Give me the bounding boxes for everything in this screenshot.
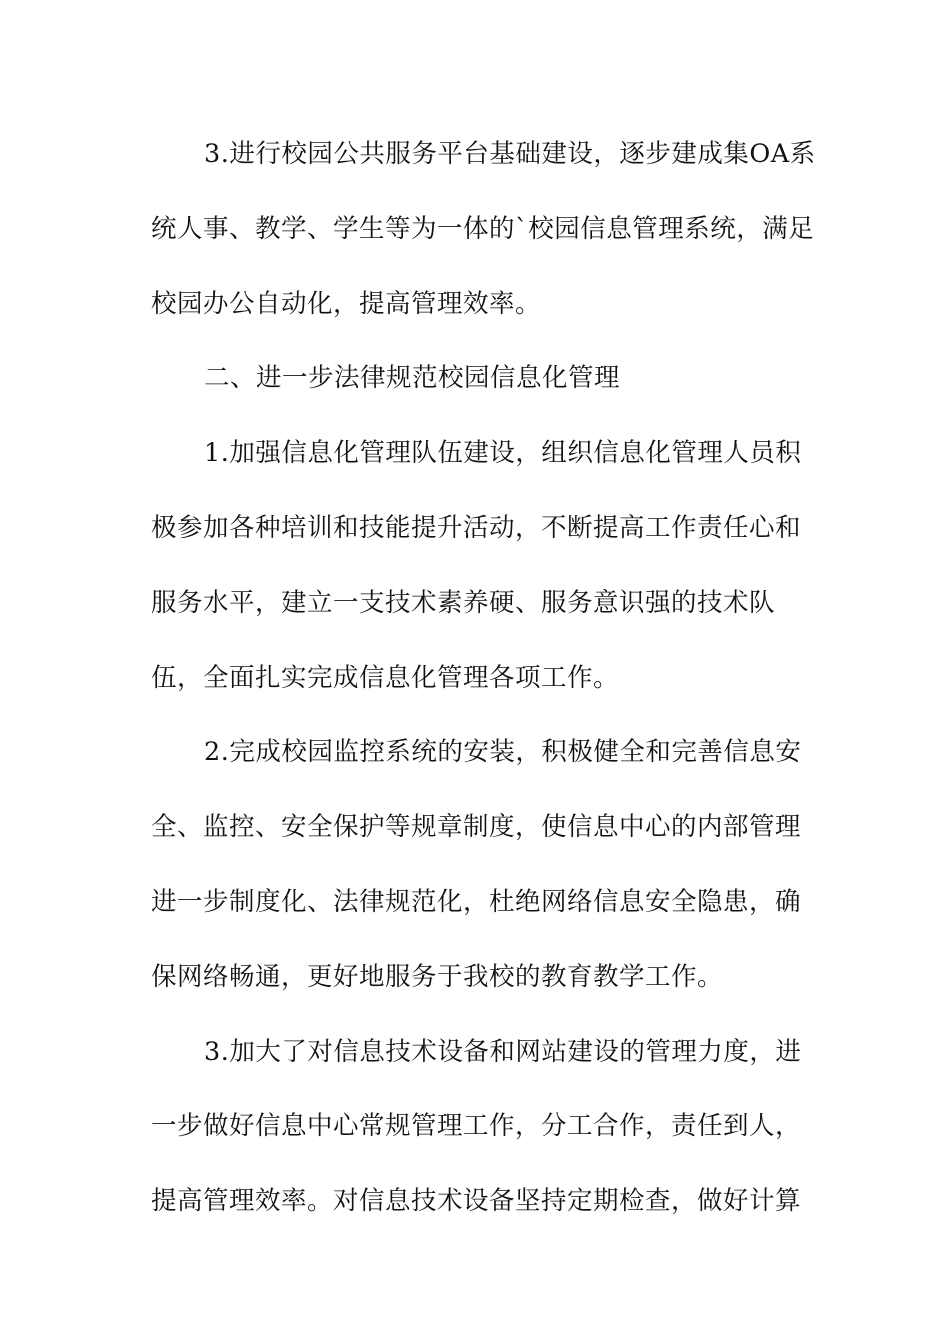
paragraph-3-line-1: 3.进行校园公共服务平台基础建设，逐步建成集OA系 — [204, 139, 816, 169]
item-1-line-1: 1.加强信息化管理队伍建设，组织信息化管理人员积 — [204, 438, 802, 469]
document-body — [151, 130, 816, 1252]
item-3-line-3: 提高管理效率。对信息技术设备坚持定期检查，做好计算 — [151, 1186, 802, 1217]
item-1-line-3: 服务水平，建立一支技术素养硬、服务意识强的技术队 — [151, 587, 776, 618]
item-1-line-2: 极参加各种培训和技能提升活动，不断提高工作责任心和 — [151, 512, 802, 543]
item-2-line-2: 全、监控、安全保护等规章制度，使信息中心的内部管理 — [151, 812, 802, 843]
item-3-line-2: 一步做好信息中心常规管理工作，分工合作，责任到人， — [151, 1111, 802, 1142]
item-3-line-1: 3.加大了对信息技术设备和网站建设的管理力度，进 — [204, 1036, 802, 1067]
paragraph-3-line-3: 校园办公自动化，提高管理效率。 — [151, 288, 542, 319]
item-2-line-4: 保网络畅通，更好地服务于我校的教育教学工作。 — [151, 961, 724, 992]
paragraph-3-line-2: 统人事、教学、学生等为一体的`校园信息管理系统，满足 — [151, 213, 815, 244]
section-heading-2: 二、进一步法律规范校园信息化管理 — [204, 363, 621, 394]
item-2-line-3: 进一步制度化、法律规范化，杜绝网络信息安全隐患，确 — [151, 886, 802, 917]
item-2-line-1: 2.完成校园监控系统的安装，积极健全和完善信息安 — [204, 737, 802, 768]
item-1-line-4: 伍，全面扎实完成信息化管理各项工作。 — [151, 662, 620, 693]
